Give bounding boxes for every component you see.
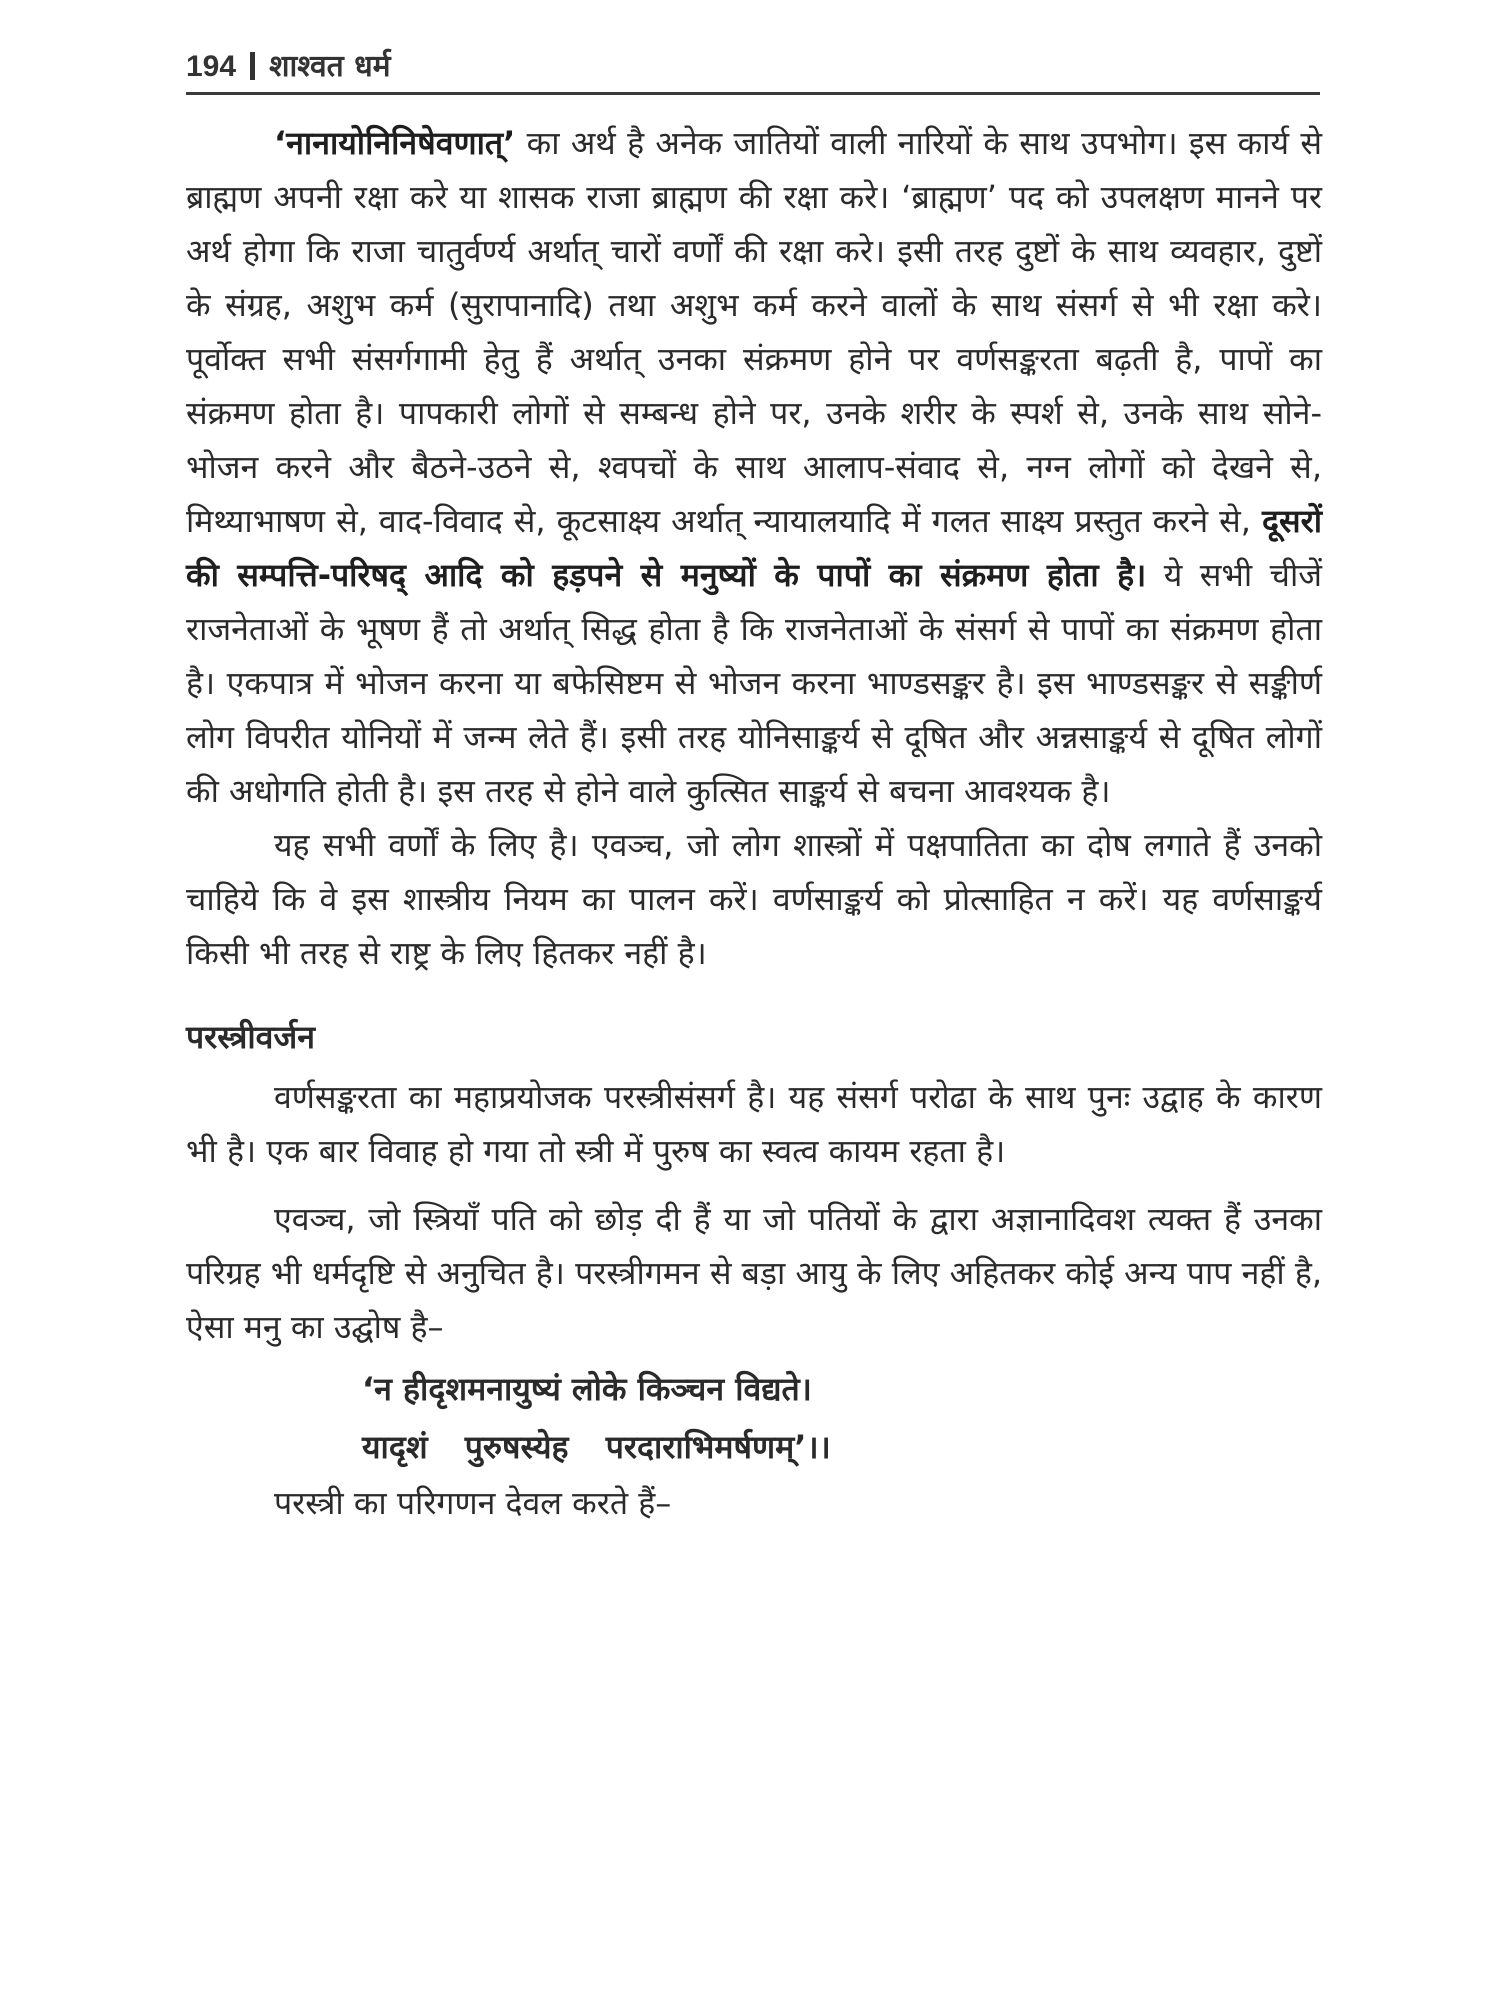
verse-line-1: ‘न हीदृशमनायुष्यं लोके किञ्चन विद्यते।: [362, 1370, 812, 1408]
paragraph-1-text-a: का अर्थ है अनेक जातियों वाली नारियों के साथ उपभोग। इस कार्य से ब्राह्मण अपनी रक्षा करे या शासक राजा ब्राह्मण की रक्षा करे। ‘ब्राह्मण’ पद को उपलक्षण मानने पर अर्थ होगा कि राजा चातुर्वर्ण्य अर्थात् चारों वर्णों की रक्षा करे। इसी तरह दुष्टों के साथ व्यवहार, दुष्टों के संग्रह, अशुभ कर्म (सुरापानादि) तथा अशुभ कर्म करने वालों के साथ संसर्ग से भी रक्षा करे। पूर्वोक्त सभी संसर्गगामी हेतु हैं अर्थात् उनका संक्रमण होने पर वर्णसङ्करता बढ़ती है, पापों का संक्रमण होता है। पापकारी लोगों से सम्बन्ध होने पर, उनके शरीर के स्पर्श से, उनके साथ सोने-भोजन करने और बैठने-उठने से, श्वपचों के साथ आलाप-संवाद से, नग्न लोगों को देखने से, मिथ्याभाषण से, वाद-विवाद से, कूटसाक्ष्य अर्थात् न्यायालयादि में गलत साक्ष्य प्रस्तुत करने से,: [186, 124, 1322, 540]
header-separator: [250, 52, 255, 80]
paragraph-5: परस्त्री का परिगणन देवल करते हैं–: [274, 1484, 672, 1522]
page-number: 194: [186, 50, 237, 83]
paragraph-3: वर्णसङ्करता का महाप्रयोजक परस्त्रीसंसर्ग है। यह संसर्ग परोढा के साथ पुनः उद्वाह के कारण भी है। एक बार विवाह हो गया तो स्त्री में पुरुष का स्वत्व कायम रहता है।: [186, 1078, 1322, 1170]
paragraph-1: [186, 116, 1322, 818]
emphasis-sentence: दूसरों की सम्पत्ति-परिषद् आदि को हड़पने से मनुष्यों के पापों का संक्रमण होता है।: [186, 502, 1322, 594]
paragraph-4: एवञ्च, जो स्त्रियाँ पति को छोड़ दी हैं या जो पतियों के द्वारा अज्ञानादिवश त्यक्त हैं उनका परिग्रह भी धर्मदृष्टि से अनुचित है। परस्त्रीगमन से बड़ा आयु के लिए अहितकर कोई अन्य पाप नहीं है, ऐसा मनु का उद्घोष है–: [186, 1200, 1322, 1346]
running-header: [186, 44, 1320, 95]
verse-line-2: यादृशं पुरुषस्येह परदाराभिमर्षणम्’।।: [362, 1428, 831, 1466]
paragraph-1-text-b: ये सभी चीजें राजनेताओं के भूषण हैं तो अर्थात् सिद्ध होता है कि राजनेताओं के संसर्ग से पापों का संक्रमण होता है। एकपात्र में भोजन करना या बफेसिष्टम से भोजन करना भाण्डसङ्कर है। इस भाण्डसङ्कर से सङ्कीर्ण लोग विपरीत योनियों में जन्म लेते हैं। इसी तरह योनिसाङ्कर्य से दूषित और अन्नसाङ्कर्य से दूषित लोगों की अधोगति होती है। इस तरह से होने वाले कुत्सित साङ्कर्य से बचना आवश्यक है।: [186, 556, 1322, 810]
sanskrit-verse: [186, 1360, 1322, 1476]
sanskrit-term: ‘नानायोनिनिषेवणात्’: [274, 124, 516, 162]
book-title: शाश्वत धर्म: [269, 49, 391, 84]
page-body: [186, 116, 1322, 1530]
section-heading: परस्त्रीवर्जन: [186, 1018, 315, 1056]
paragraph-2: यह सभी वर्णों के लिए है। एवञ्च, जो लोग शास्त्रों में पक्षपातिता का दोष लगाते हैं उनको चाहिये कि वे इस शास्त्रीय नियम का पालन करें। वर्णसाङ्कर्य को प्रोत्साहित न करें। यह वर्णसाङ्कर्य किसी भी तरह से राष्ट्र के लिए हितकर नहीं है।: [186, 826, 1322, 972]
